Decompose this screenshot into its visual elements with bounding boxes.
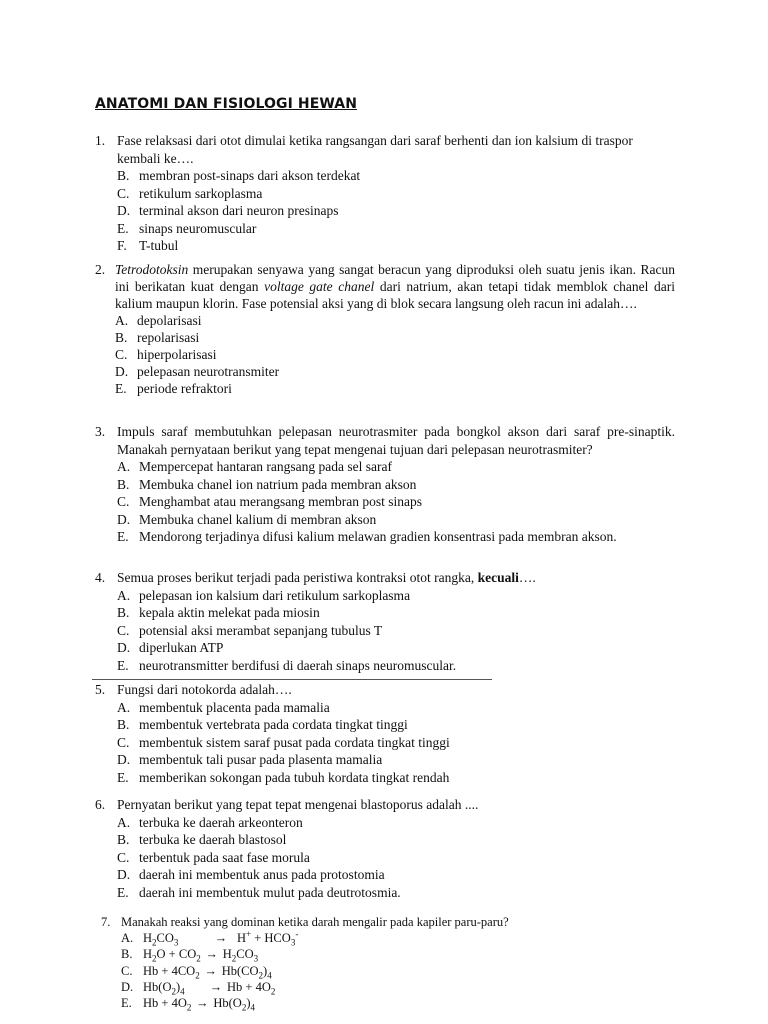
option-text: Membuka chanel ion natrium pada membran akson (139, 476, 417, 492)
question-stem (95, 423, 675, 458)
option-text: pelepasan neurotransmiter (137, 364, 280, 379)
option-letter: B. (117, 476, 130, 492)
formula-part: Hb(CO (221, 963, 259, 978)
option-text: sinaps neuromuscular (139, 220, 257, 236)
reaction-option (121, 930, 661, 946)
option-letter: B. (121, 947, 133, 962)
question-stem (95, 132, 655, 167)
reaction-products (222, 963, 272, 979)
formula-part: Hb(O (213, 996, 242, 1011)
reaction-reactants (143, 930, 205, 946)
option-text: daerah ini membentuk mulut pada deutrotosmia. (139, 884, 401, 900)
question-stem (95, 681, 675, 699)
option (117, 866, 675, 884)
option (117, 699, 675, 717)
question-text: Pernyatan berikut yang tepat tepat mengenai blastoporus adalah .... (117, 797, 479, 812)
option-text: membentuk tali pusar pada plasenta mamalia (139, 752, 383, 767)
bold-keyword: kecuali (477, 570, 519, 585)
option-letter: A. (115, 313, 129, 328)
option-letter: C. (117, 185, 130, 201)
option-text: repolarisasi (137, 330, 200, 345)
reaction-reactants (143, 995, 191, 1011)
question-6 (95, 796, 675, 901)
option-letter: D. (117, 640, 131, 655)
formula-subscript: 2 (231, 953, 237, 964)
option-text: terminal akson dari neuron presinaps (139, 203, 339, 218)
question-stem (95, 569, 675, 587)
formula-subscript: 4 (180, 986, 185, 997)
formula-superscript: + (246, 929, 252, 940)
option (117, 237, 655, 255)
question-3 (95, 423, 675, 546)
formula-part: Hb(O (143, 979, 172, 994)
formula-part: ) (246, 996, 251, 1011)
option-letter: D. (117, 203, 131, 218)
text-segment: …. (518, 570, 536, 585)
option-letter: F. (117, 238, 127, 253)
formula-subscript: 2 (270, 986, 276, 997)
option (117, 657, 675, 675)
reaction-products (213, 995, 255, 1011)
formula-part: H (143, 947, 153, 962)
formula-part: ) (263, 963, 268, 978)
divider-line (92, 679, 492, 680)
question-stem (95, 261, 675, 312)
question-1 (95, 132, 655, 255)
option-text: Mendorong terjadinya difusi kalium melawan gradien konsentrasi pada membran akson. (139, 529, 617, 544)
option-letter: C. (117, 849, 130, 865)
option-letter: E. (115, 381, 127, 396)
question-stem (101, 914, 661, 930)
option-letter: E. (117, 220, 129, 236)
option (117, 622, 675, 640)
option-text: hiperpolarisasi (137, 347, 217, 362)
text-segment: merupakan senyawa yang sangat beracun yang diproduksi oleh suatu jenis ikan. Racun ini berikatan kuat dengan (115, 262, 675, 294)
option (117, 769, 675, 787)
question-number: 3. (95, 424, 106, 439)
option (117, 458, 675, 476)
question-text (117, 569, 536, 587)
option (117, 734, 675, 752)
formula-subscript: 3 (253, 953, 259, 964)
formula-subscript: 4 (267, 970, 272, 981)
option (117, 831, 675, 849)
formula-part: ) (175, 979, 181, 994)
formula-subscript: 3 (290, 937, 296, 948)
formula-part: H (143, 931, 153, 946)
formula-part: Hb + 4O (227, 979, 271, 994)
reaction-option (121, 963, 661, 979)
option (117, 814, 675, 832)
option-letter: A. (117, 459, 131, 474)
option (117, 716, 675, 734)
option-letter: E. (117, 657, 129, 673)
reaction-option (121, 946, 661, 962)
option-letter: E. (117, 529, 129, 544)
question-number: 6. (95, 797, 106, 812)
option-text: pelepasan ion kalsium dari retikulum sarkoplasma (139, 587, 411, 603)
reaction-reactants (143, 946, 201, 962)
option-text: membentuk sistem saraf pusat pada cordata tingkat tinggi (139, 734, 450, 750)
option (117, 528, 675, 546)
question-number: 7. (101, 915, 111, 929)
option-text: memberikan sokongan pada tubuh kordata tingkat rendah (139, 769, 450, 785)
question-5 (95, 681, 675, 786)
question-4 (95, 569, 675, 674)
option-letter: A. (117, 814, 131, 830)
option (117, 587, 675, 605)
formula-subscript: 2 (152, 937, 157, 948)
option-letter: C. (117, 734, 130, 750)
option-letter: C. (117, 622, 130, 638)
option-letter: A. (121, 931, 134, 946)
option-letter: B. (117, 605, 130, 620)
document-title: ANATOMI DAN FISIOLOGI HEWAN (95, 96, 358, 112)
formula-part: H (237, 931, 247, 946)
option (117, 167, 655, 185)
formula-subscript: 2 (152, 953, 157, 964)
formula-subscript: 3 (173, 937, 179, 948)
question-text: Fungsi dari notokorda adalah…. (117, 682, 292, 697)
option-text: membentuk placenta pada mamalia (139, 699, 330, 715)
question-stem (95, 796, 675, 814)
text-segment: Semua proses berikut terjadi pada peristiwa kontraksi otot rangka, (117, 570, 478, 585)
option (117, 604, 675, 622)
option-letter: D. (117, 511, 131, 527)
formula-part: CO (236, 947, 254, 962)
option-letter: C. (117, 494, 130, 509)
reaction-arrow-icon: → (205, 947, 218, 962)
formula-subscript: 2 (241, 1002, 247, 1013)
formula-part: H (222, 947, 232, 962)
reaction-arrow-icon: → (196, 996, 209, 1011)
option (117, 493, 675, 511)
formula-part: CO (156, 931, 174, 946)
reaction-arrow-icon: → (209, 979, 223, 994)
formula-subscript: 2 (195, 970, 200, 981)
option-letter: B. (115, 330, 128, 345)
option-letter: A. (117, 699, 131, 715)
option-text: Menghambat atau merangsang membran post sinaps (139, 494, 423, 509)
option (117, 849, 675, 867)
option (117, 511, 675, 529)
option (115, 312, 675, 329)
italic-term: voltage gate chanel (264, 279, 375, 294)
italic-term: Tetrodotoksin (115, 262, 189, 277)
question-number: 2. (95, 262, 106, 277)
option-text: potensial aksi merambat sepanjang tubulus T (139, 622, 383, 638)
formula-part: Hb + 4CO (143, 963, 196, 978)
formula-subscript: 4 (250, 1002, 255, 1013)
option-text: T-tubul (139, 238, 179, 253)
option (115, 380, 675, 397)
question-text: Impuls saraf membutuhkan pelepasan neurotrasmiter pada bongkol akson dari saraf pre-sinaptik. Manakah pernyataan berikut yang tepat mengenai tujuan dari pelepasan neurotrasmiter? (117, 424, 675, 457)
option-text: periode refraktori (137, 381, 232, 396)
option-text: retikulum sarkoplasma (139, 185, 263, 201)
question-text: Manakah reaksi yang dominan ketika darah mengalir pada kapiler paru-paru? (121, 915, 509, 929)
formula-subscript: 2 (186, 1002, 192, 1013)
formula-subscript: 2 (196, 953, 201, 964)
option (117, 185, 655, 203)
question-number: 5. (95, 682, 106, 697)
option-text: daerah ini membentuk anus pada protostomia (139, 867, 385, 882)
option-letter: B. (117, 168, 130, 183)
option-letter: D. (115, 364, 129, 379)
option-text: depolarisasi (137, 313, 202, 328)
option-text: membran post-sinaps dari akson terdekat (139, 168, 361, 183)
reaction-products (227, 979, 275, 995)
option-text: Mempercepat hantaran rangsang pada sel saraf (139, 459, 392, 474)
text-segment: dari natrium, akan tetapi tidak memblok chanel dari kalium maupun klorin. Fase potensial aksi yang di blok secara langsung oleh racun ini adalah…. (115, 279, 676, 311)
option-letter: B. (117, 832, 130, 847)
option-text: Membuka chanel kalium di membran akson (139, 511, 377, 527)
option (117, 639, 675, 657)
option-letter: A. (117, 587, 131, 603)
option (117, 220, 655, 238)
question-text (115, 261, 675, 312)
reaction-reactants (143, 963, 200, 979)
question-text: Fase relaksasi dari otot dimulai ketika rangsangan dari saraf berhenti dan ion kalsium di traspor kembali ke…. (117, 133, 633, 166)
option-letter: E. (117, 769, 129, 785)
reaction-arrow-icon: → (214, 931, 228, 946)
question-number: 1. (95, 133, 106, 148)
option (117, 884, 675, 902)
option-text: terbuka ke daerah arkeonteron (139, 814, 303, 830)
option-letter: C. (115, 347, 128, 362)
option-text: neurotransmitter berdifusi di daerah sinaps neuromuscular. (139, 657, 457, 673)
formula-part: O + CO (156, 947, 197, 962)
option-letter: B. (117, 717, 130, 732)
formula-part: + HCO (251, 931, 291, 946)
option-letter: E. (117, 884, 129, 900)
option-letter: D. (117, 867, 131, 882)
option-text: diperlukan ATP (139, 640, 224, 655)
formula-superscript: - (295, 929, 299, 940)
option-text: kepala aktin melekat pada miosin (139, 605, 320, 620)
option-letter: C. (121, 963, 133, 978)
formula-subscript: 2 (171, 986, 176, 997)
reaction-arrow-icon: → (204, 963, 217, 978)
option-letter: D. (121, 979, 134, 994)
option (117, 476, 675, 494)
option-letter: D. (117, 752, 131, 767)
reaction-option (121, 995, 661, 1011)
reaction-reactants (143, 979, 205, 995)
question-2 (95, 261, 675, 397)
question-number: 4. (95, 570, 106, 585)
option (115, 363, 675, 380)
formula-part: Hb + 4O (143, 996, 187, 1011)
option-text: terbuka ke daerah blastosol (139, 832, 287, 847)
option-text: membentuk vertebrata pada cordata tingkat tinggi (139, 717, 408, 732)
reaction-products (223, 946, 258, 962)
reaction-option (121, 979, 661, 995)
option (117, 751, 675, 769)
option-text: terbentuk pada saat fase morula (139, 849, 310, 865)
reaction-products (237, 930, 298, 946)
option-letter: E. (121, 996, 132, 1011)
option (115, 329, 675, 346)
option (117, 202, 655, 220)
question-7 (101, 914, 661, 1011)
option (115, 346, 675, 363)
formula-subscript: 2 (258, 970, 264, 981)
